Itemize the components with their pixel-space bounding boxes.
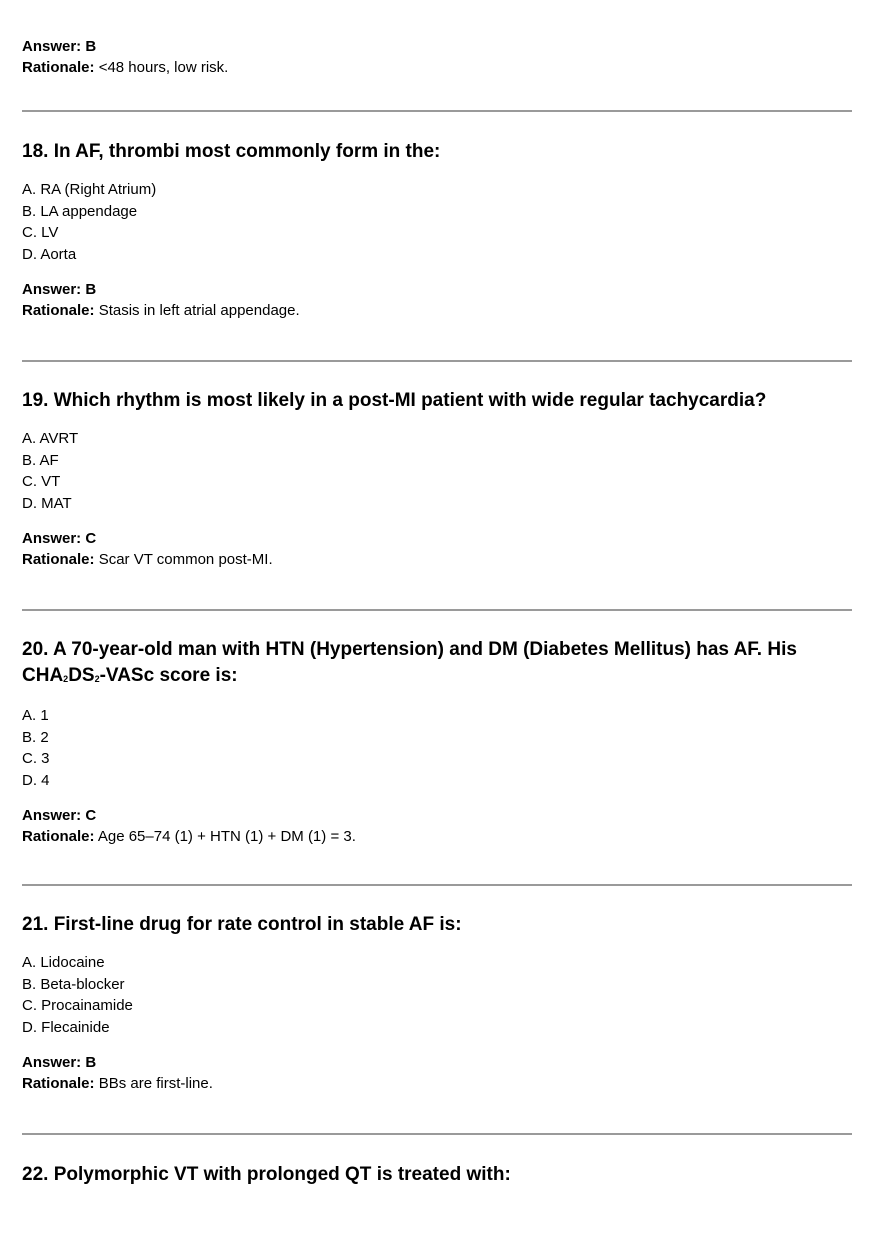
answer-line: Answer: C [22,807,97,824]
rationale-line: Rationale: BBs are first-line. [22,1075,213,1092]
divider [22,609,852,611]
question-title: 22. Polymorphic VT with prolonged QT is treated with: [22,1164,511,1185]
question-18 [22,139,854,321]
divider [22,360,852,362]
options-list [22,428,854,514]
question-22 [22,1162,854,1188]
answer-line: Answer: B [22,1054,97,1071]
option-a: A. Lidocaine [22,954,105,971]
answer-block [22,528,854,570]
question-19 [22,388,854,570]
rationale-line: Rationale: Scar VT common post-MI. [22,551,273,568]
divider [22,110,852,112]
question-title: 21. First-line drug for rate control in stable AF is: [22,914,462,935]
option-d: D. 4 [22,771,50,789]
question-title: 20. A 70-year-old man with HTN (Hypertension) and DM (Diabetes Mellitus) has AF. His $CHA_2DS_2$-VASc score is: [22,639,797,686]
option-a: A. AVRT [22,430,79,447]
answer-line: Answer: B [22,281,97,298]
option-b: B. Beta-blocker [22,975,125,993]
rationale-line: Rationale: <48 hours, low risk. [22,59,229,76]
answer-block-17 [22,36,228,78]
option-b: B. 2 [22,728,49,746]
answer-line: Answer: B [22,38,97,55]
answer-block [22,279,854,321]
option-b: B. LA appendage [22,202,138,220]
question-20 [22,637,854,847]
options-list [22,705,854,791]
question-21 [22,912,854,1094]
question-title: 19. Which rhythm is most likely in a post-MI patient with wide regular tachycardia? [22,390,767,411]
option-a: A. 1 [22,707,49,724]
question-title: 18. In AF, thrombi most commonly form in the: [22,141,441,162]
option-c: C. VT [22,473,61,490]
option-c: C. LV [22,224,59,241]
divider [22,884,852,886]
option-a: A. RA (Right Atrium) [22,181,157,198]
options-list [22,952,854,1038]
option-d: D. Flecainide [22,1018,110,1036]
option-b: B. AF [22,451,59,469]
option-d: D. Aorta [22,245,77,263]
option-d: D. MAT [22,494,72,512]
rationale-line: Rationale: Age 65–74 (1) + HTN (1) + DM (1) = 3. [22,828,356,845]
answer-block [22,805,854,847]
divider [22,1133,852,1135]
answer-block [22,1052,854,1094]
option-c: C. Procainamide [22,997,133,1014]
answer-line: Answer: C [22,530,97,547]
option-c: C. 3 [22,750,50,767]
rationale-line: Rationale: Stasis in left atrial appendage. [22,302,300,319]
options-list [22,179,854,265]
